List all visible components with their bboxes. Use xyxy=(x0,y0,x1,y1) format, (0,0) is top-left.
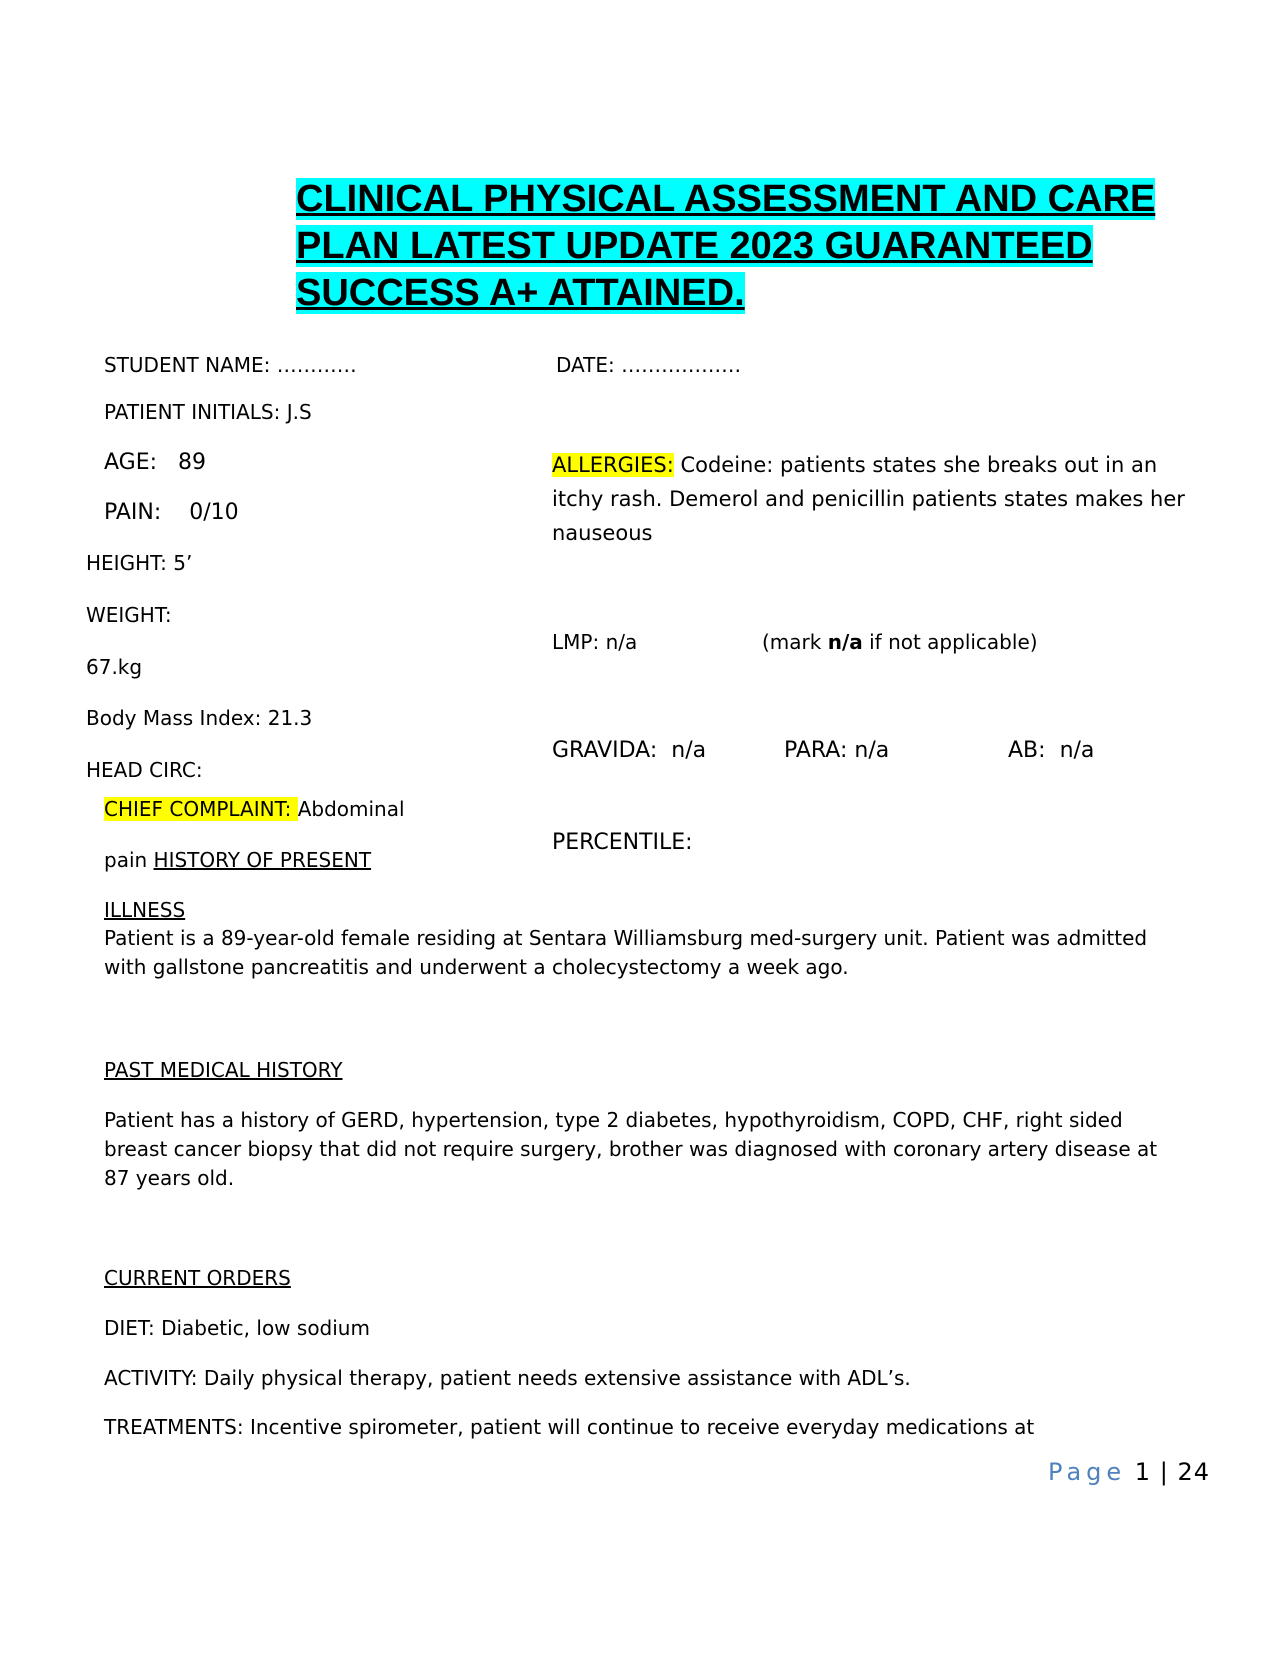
height-label: HEIGHT: xyxy=(86,551,167,575)
gravida-field xyxy=(552,738,706,763)
allergies-field xyxy=(552,448,1192,550)
orders-heading: CURRENT ORDERS xyxy=(104,1266,291,1290)
treatments-field xyxy=(104,1415,1034,1439)
hpi-heading-2: ILLNESS xyxy=(104,898,186,922)
hpi-heading: HISTORY OF PRESENT xyxy=(153,848,372,872)
head-circ-label: HEAD CIRC: xyxy=(86,758,203,782)
patient-initials-field xyxy=(104,400,312,424)
pmh-text: Patient has a history of GERD, hypertension, type 2 diabetes, hypothyroidism, COPD, CHF, right sided breast cancer biopsy that did not require surgery, brother was diagnosed with coronary artery disease at 87 years old. xyxy=(104,1108,1158,1190)
student-name-field xyxy=(104,353,357,377)
diet-field xyxy=(104,1316,370,1340)
title-line-1: CLINICAL PHYSICAL ASSESSMENT AND CARE xyxy=(296,178,1156,220)
page-separator: | xyxy=(1159,1458,1169,1486)
chief-complaint-value: Abdominal xyxy=(297,797,405,821)
title-line-3: SUCCESS A+ ATTAINED. xyxy=(296,272,745,314)
height-value: 5’ xyxy=(173,551,193,575)
treatments-label: TREATMENTS: xyxy=(104,1415,244,1439)
date-field xyxy=(556,353,741,377)
para-label: PARA: xyxy=(784,738,848,763)
student-name-value: ………… xyxy=(276,353,357,377)
pmh-heading: PAST MEDICAL HISTORY xyxy=(104,1058,343,1082)
age-field xyxy=(104,450,206,475)
ab-label: AB: xyxy=(1008,738,1046,763)
lmp-value: n/a xyxy=(605,630,638,654)
allergies-text: Codeine: patients states she breaks out in an itchy rash. Demerol and penicillin patients states makes her nauseous xyxy=(552,453,1185,545)
patient-initials-label: PATIENT INITIALS: xyxy=(104,400,281,424)
height-field xyxy=(86,551,192,575)
lmp-label: LMP: xyxy=(552,630,600,654)
page-total: 24 xyxy=(1177,1458,1210,1486)
pain-value: 0/10 xyxy=(189,500,239,525)
page-footer xyxy=(1048,1458,1210,1486)
page-word: Page xyxy=(1048,1458,1127,1486)
age-value: 89 xyxy=(178,450,207,475)
title-line-2: PLAN LATEST UPDATE 2023 GUARANTEED xyxy=(296,225,1093,267)
bmi-label: Body Mass Index: xyxy=(86,706,262,730)
weight-value: 67.kg xyxy=(86,655,143,679)
date-label: DATE: xyxy=(556,353,615,377)
lmp-note-bold: n/a xyxy=(827,630,863,654)
pain-field xyxy=(104,500,239,525)
weight-label: WEIGHT: xyxy=(86,603,172,627)
chief-complaint-label: CHIEF COMPLAINT: xyxy=(104,797,298,821)
bmi-value: 21.3 xyxy=(267,706,313,730)
gravida-value: n/a xyxy=(671,738,707,763)
para-value: n/a xyxy=(854,738,890,763)
page-current: 1 xyxy=(1134,1458,1152,1486)
age-label: AGE: xyxy=(104,450,158,475)
lmp-note: (mark n/a if not applicable) xyxy=(762,630,1038,654)
hpi-text: Patient is a 89-year-old female residing at Sentara Williamsburg med-surgery unit. Patient was admitted with gallstone pancreatitis and underwent a cholecystectomy a week ago. xyxy=(104,926,1148,979)
allergies-label: ALLERGIES: xyxy=(552,453,674,477)
chief-complaint-value-2: pain xyxy=(104,848,148,872)
student-name-label: STUDENT NAME: xyxy=(104,353,271,377)
patient-initials-value: J.S xyxy=(286,400,312,424)
lmp-field xyxy=(552,630,637,654)
treatments-value: Incentive spirometer, patient will continue to receive everyday medications at xyxy=(249,1415,1035,1439)
activity-label: ACTIVITY: xyxy=(104,1366,198,1390)
bmi-field xyxy=(86,706,312,730)
date-value: ……………… xyxy=(621,353,742,377)
diet-label: DIET: xyxy=(104,1316,155,1340)
activity-field xyxy=(104,1366,911,1390)
document-title xyxy=(296,176,1256,317)
diet-value: Diabetic, low sodium xyxy=(161,1316,370,1340)
activity-value: Daily physical therapy, patient needs extensive assistance with ADL’s. xyxy=(203,1366,911,1390)
para-field xyxy=(784,738,889,763)
pain-label: PAIN: xyxy=(104,500,162,525)
gravida-label: GRAVIDA: xyxy=(552,738,658,763)
ab-value: n/a xyxy=(1059,738,1095,763)
chief-complaint-line-2 xyxy=(104,848,371,872)
chief-complaint-field xyxy=(104,797,405,821)
percentile-label: PERCENTILE: xyxy=(552,830,693,855)
ab-field xyxy=(1008,738,1094,763)
